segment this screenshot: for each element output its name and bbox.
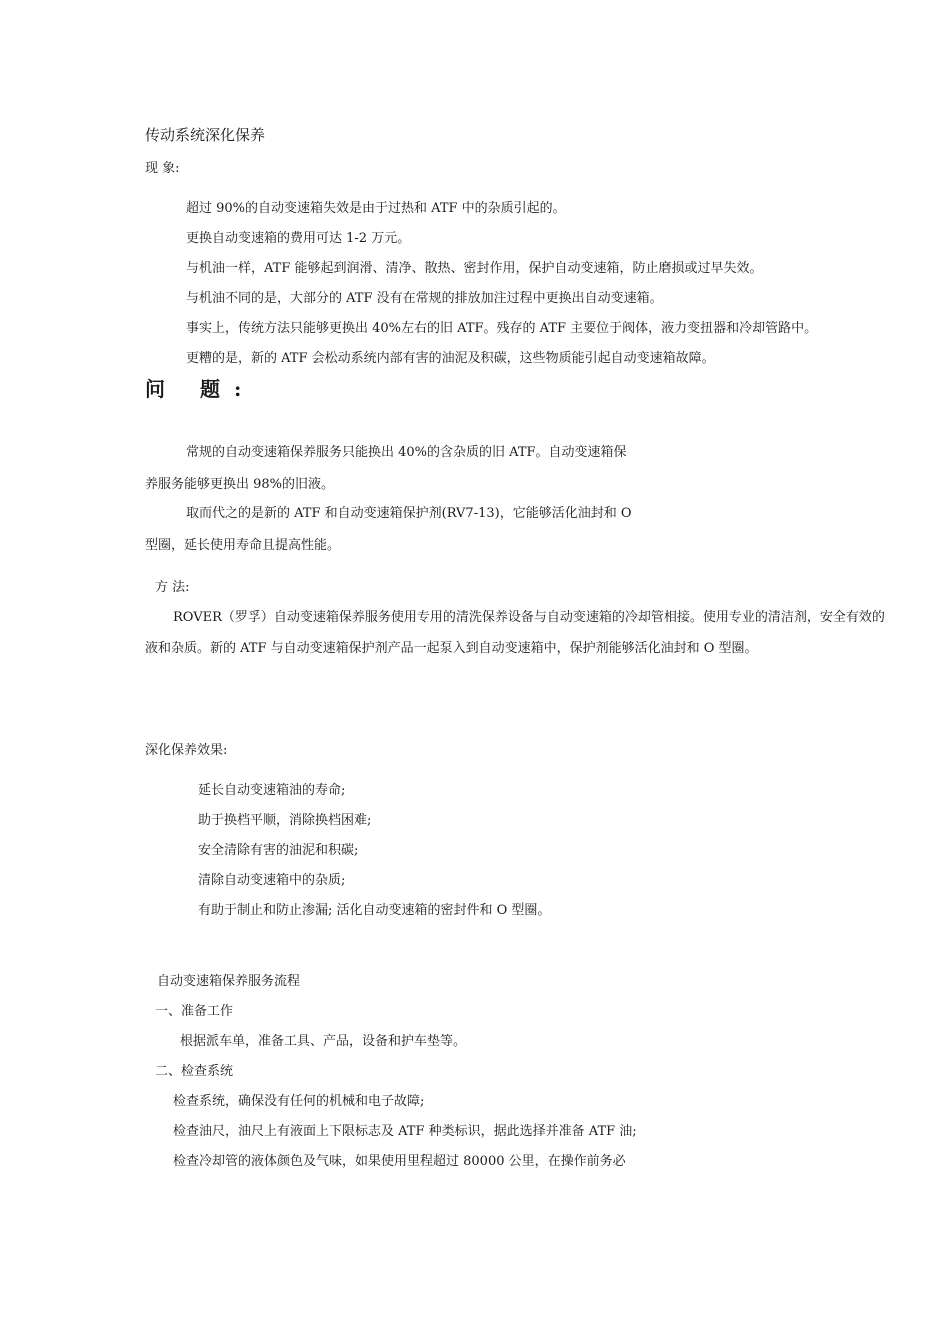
problem-line: 养服务能够更换出 98%的旧液。 <box>145 477 335 492</box>
phenomenon-item: 超过 90%的自动变速箱失效是由于过热和 ATF 中的杂质引起的。 <box>186 201 566 216</box>
effects-item: 安全清除有害的油泥和积碳; <box>198 843 359 858</box>
problem-line: 常规的自动变速箱保养服务只能换出 40%的含杂质的旧 ATF。自动变速箱保 <box>186 445 627 460</box>
section-heading-effects: 深化保养效果: <box>145 743 228 758</box>
process-step-text: 检查油尺，油尺上有液面上下限标志及 ATF 种类标识，据此选择并准备 ATF 油; <box>173 1124 637 1139</box>
method-line: 液和杂质。新的 ATF 与自动变速箱保护剂产品一起泵入到自动变速箱中，保护剂能够活化油封和 O 型圈。 <box>145 641 758 656</box>
section-heading-problem: 问 题: <box>145 377 256 401</box>
process-step-heading: 二、检查系统 <box>155 1064 234 1079</box>
phenomenon-item: 事实上，传统方法只能够更换出 40%左右的旧 ATF。残存的 ATF 主要位于阀体，液力变扭器和冷却管路中。 <box>186 321 818 336</box>
process-step-text: 检查冷却管的液体颜色及气味，如果使用里程超过 80000 公里，在操作前务必 <box>173 1154 626 1169</box>
effects-item: 有助于制止和防止渗漏; 活化自动变速箱的密封件和 O 型圈。 <box>198 903 551 918</box>
phenomenon-item: 与机油不同的是，大部分的 ATF 没有在常规的排放加注过程中更换出自动变速箱。 <box>186 291 663 306</box>
process-step-text: 根据派车单，准备工具、产品，设备和护车垫等。 <box>180 1034 467 1049</box>
process-step-heading: 一、准备工作 <box>155 1004 234 1019</box>
section-heading-process: 自动变速箱保养服务流程 <box>157 974 301 989</box>
effects-item: 助于换档平顺，消除换档困难; <box>198 813 372 828</box>
effects-item: 清除自动变速箱中的杂质; <box>198 873 346 888</box>
process-step-text: 检查系统，确保没有任何的机械和电子故障; <box>173 1094 425 1109</box>
section-heading-phenomenon: 现 象: <box>145 161 180 176</box>
phenomenon-item: 更糟的是，新的 ATF 会松动系统内部有害的油泥及积碳，这些物质能引起自动变速箱故障。 <box>186 351 715 366</box>
effects-item: 延长自动变速箱油的寿命; <box>198 783 346 798</box>
section-heading-method: 方 法: <box>155 580 190 595</box>
phenomenon-item: 更换自动变速箱的费用可达 1-2 万元。 <box>186 231 411 246</box>
method-line: ROVER（罗孚）自动变速箱保养服务使用专用的清洗保养设备与自动变速箱的冷却管相接。使用专业的清洁剂，安全有效的 <box>173 610 885 625</box>
document-title: 传动系统深化保养 <box>145 126 266 144</box>
problem-line: 型圈，延长使用寿命且提高性能。 <box>145 538 341 553</box>
problem-line: 取而代之的是新的 ATF 和自动变速箱保护剂(RV7-13)，它能够活化油封和 O <box>186 506 632 521</box>
phenomenon-item: 与机油一样，ATF 能够起到润滑、清净、散热、密封作用，保护自动变速箱，防止磨损或过早失效。 <box>186 261 763 276</box>
